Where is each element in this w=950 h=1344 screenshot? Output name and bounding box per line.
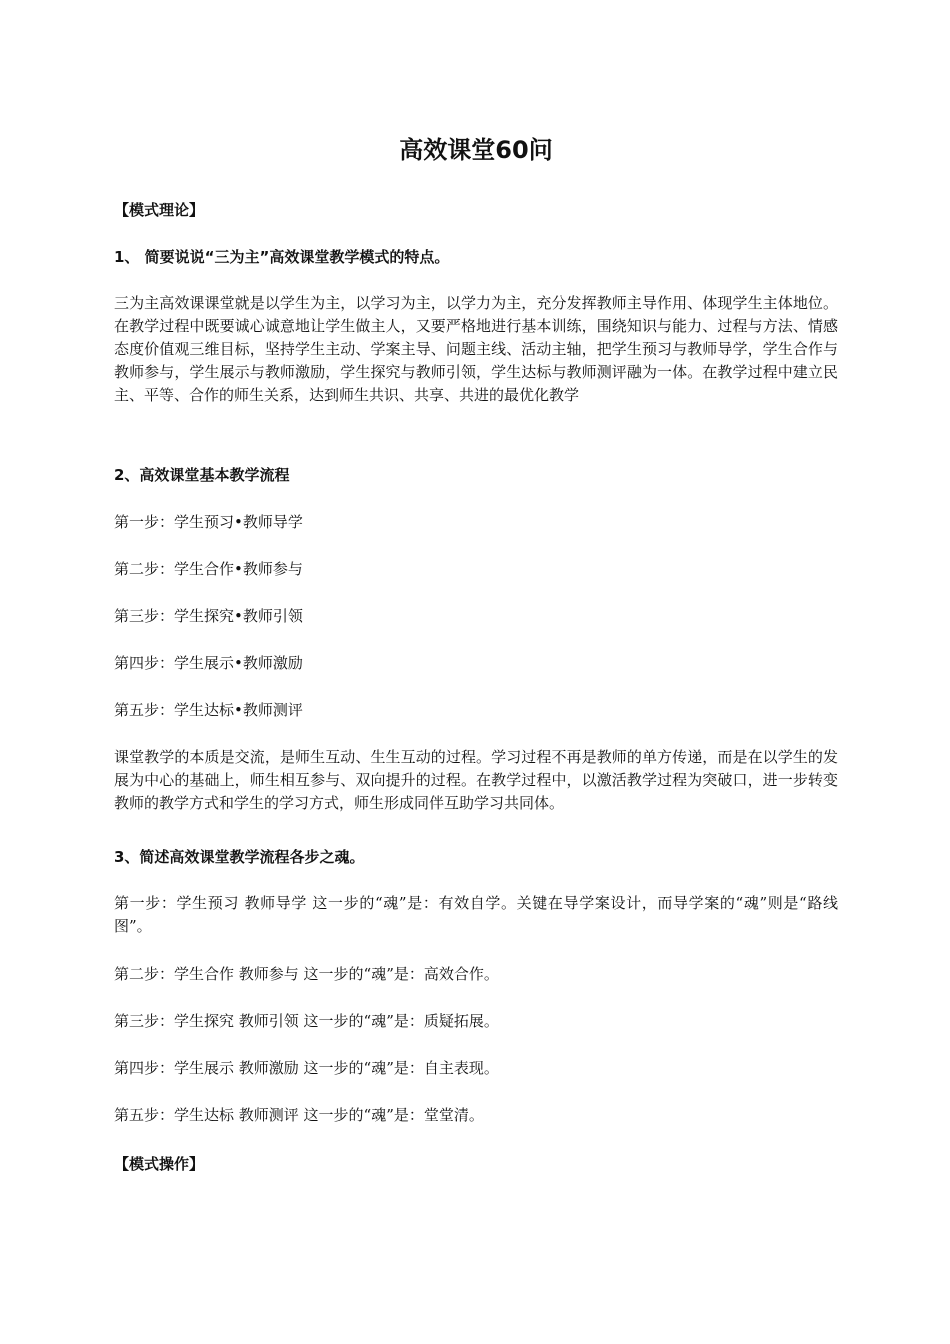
flow-step-4: 第四步：学生展示•教师激励 [114, 654, 303, 672]
flow-step-2: 第二步：学生合作•教师参与 [114, 560, 303, 578]
flow-step-1: 第一步：学生预习•教师导学 [114, 513, 303, 531]
soul-step-4: 第四步：学生展示 教师激励 这一步的“魂”是：自主表现。 [114, 1059, 499, 1077]
question-2-heading: 2、高效课堂基本教学流程 [114, 466, 290, 484]
question-3-heading: 3、简述高效课堂教学流程各步之魂。 [114, 848, 365, 866]
document-title: 高效课堂60问 [399, 136, 553, 164]
soul-step-1: 第一步：学生预习 教师导学 这一步的“魂”是：有效自学。关键在导学案设计，而导学案的“魂”则是“路线图”。 [114, 894, 838, 935]
flow-step-3: 第三步：学生探究•教师引领 [114, 607, 303, 625]
document-page [114, 0, 838, 1344]
section-heading-operation: 【模式操作】 [114, 1155, 205, 1173]
flow-step-5: 第五步：学生达标•教师测评 [114, 701, 303, 719]
soul-step-3: 第三步：学生探究 教师引领 这一步的“魂”是：质疑拓展。 [114, 1012, 499, 1030]
question-1-answer: 三为主高效课课堂就是以学生为主，以学习为主，以学力为主，充分发挥教师主导作用、体现学生主体地位。在教学过程中既要诚心诚意地让学生做主人，又要严格地进行基本训练，围绕知识与能力、过程与方法、情感态度价值观三维目标，坚持学生主动、学案主导、问题主线、活动主轴，把学生预习与教师导学，学生合作与教师参与，学生展示与教师激励，学生探究与教师引领，学生达标与教师测评融为一体。在教学过程中建立民主、平等、合作的师生关系，达到师生共识、共享、共进的最优化教学 [114, 294, 838, 404]
question-1-heading: 1、 简要说说“三为主”高效课堂教学模式的特点。 [114, 248, 450, 266]
soul-step-2: 第二步：学生合作 教师参与 这一步的“魂”是：高效合作。 [114, 965, 499, 983]
question-2-summary: 课堂教学的本质是交流，是师生互动、生生互动的过程。学习过程不再是教师的单方传递，而是在以学生的发展为中心的基础上，师生相互参与、双向提升的过程。在教学过程中，以激活教学过程为突破口，进一步转变教师的教学方式和学生的学习方式，师生形成同伴互助学习共同体。 [114, 748, 838, 812]
soul-step-5: 第五步：学生达标 教师测评 这一步的“魂”是：堂堂清。 [114, 1106, 484, 1124]
section-heading-theory: 【模式理论】 [114, 201, 205, 219]
